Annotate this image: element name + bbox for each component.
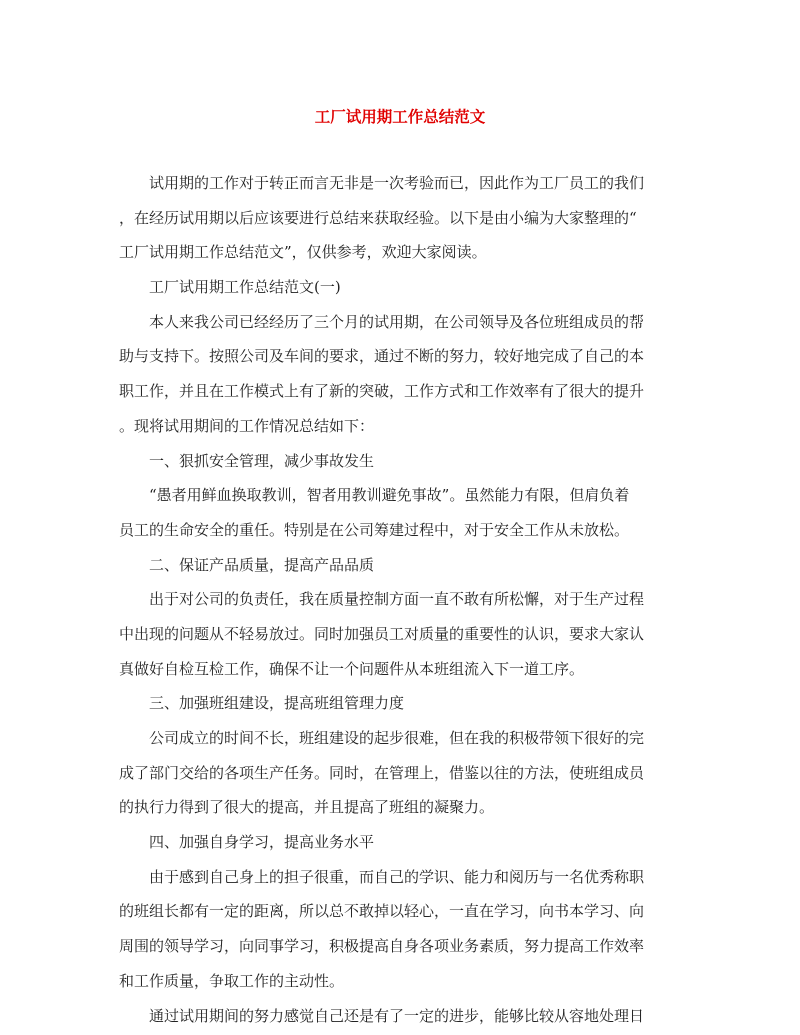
body-line: 三、加强班组建设，提高班组管理力度 <box>149 694 405 713</box>
body-line: 二、保证产品质量，提高产品品质 <box>149 555 375 574</box>
body-line: 工厂试用期工作总结范文(一) <box>149 278 341 297</box>
body-line: 出于对公司的负责任，我在质量控制方面一直不敢有所松懈，对于生产过程 <box>149 590 645 609</box>
document-title: 工厂试用期工作总结范文 <box>314 107 486 126</box>
body-line: 一、狠抓安全管理，减少事故发生 <box>149 451 375 470</box>
body-line: 公司成立的时间不长，班组建设的起步很难，但在我的积极带领下很好的完 <box>149 729 645 747</box>
body-line: 员工的生命安全的重任。特别是在公司筹建过程中，对于安全工作从未放松。 <box>119 520 630 539</box>
body-line: 的班组长都有一定的距离，所以总不敢掉以轻心，一直在学习，向书本学习、向 <box>119 902 645 921</box>
body-line: 由于感到自己身上的担子很重，而自己的学识、能力和阅历与一名优秀称职 <box>149 867 645 886</box>
body-line: 真做好自检互检工作，确保不让一个问题件从本班组流入下一道工序。 <box>119 659 585 678</box>
document-body <box>119 166 684 1033</box>
body-line: “愚者用鲜血换取教训，智者用教训避免事故”。虽然能力有限，但肩负着 <box>149 486 630 505</box>
body-line: 成了部门交给的各项生产任务。同时，在管理上，借鉴以往的方法，使班组成员 <box>119 763 645 782</box>
body-line: 的执行力得到了很大的提高，并且提高了班组的凝聚力。 <box>119 798 495 817</box>
body-line: 职工作，并且在工作模式上有了新的突破，工作方式和工作效率有了很大的提升 <box>119 382 645 401</box>
body-line: ，在经历试用期以后应该要进行总结来获取经验。以下是由小编为大家整理的“ <box>119 208 637 227</box>
body-line: 本人来我公司已经经历了三个月的试用期，在公司领导及各位班组成员的帮 <box>149 312 645 331</box>
body-line: 助与支持下。按照公司及车间的要求，通过不断的努力，较好地完成了自己的本 <box>119 347 645 366</box>
body-line: 工厂试用期工作总结范文”，仅供参考，欢迎大家阅读。 <box>119 243 487 262</box>
body-line: 四、加强自身学习，提高业务水平 <box>149 833 375 852</box>
body-line: 通过试用期间的努力感觉自己还是有了一定的进步，能够比较从容地处理日 <box>149 1006 645 1025</box>
body-line: 周围的领导学习，向同事学习，积极提高自身各项业务素质，努力提高工作效率 <box>119 937 645 956</box>
body-line: 试用期的工作对于转正而言无非是一次考验而已，因此作为工厂员工的我们 <box>149 174 645 192</box>
body-line: 和工作质量，争取工作的主动性。 <box>119 971 345 990</box>
body-line: 中出现的问题从不轻易放过。同时加强员工对质量的重要性的认识，要求大家认 <box>119 624 645 643</box>
body-line: 。现将试用期间的工作情况总结如下： <box>119 416 375 435</box>
